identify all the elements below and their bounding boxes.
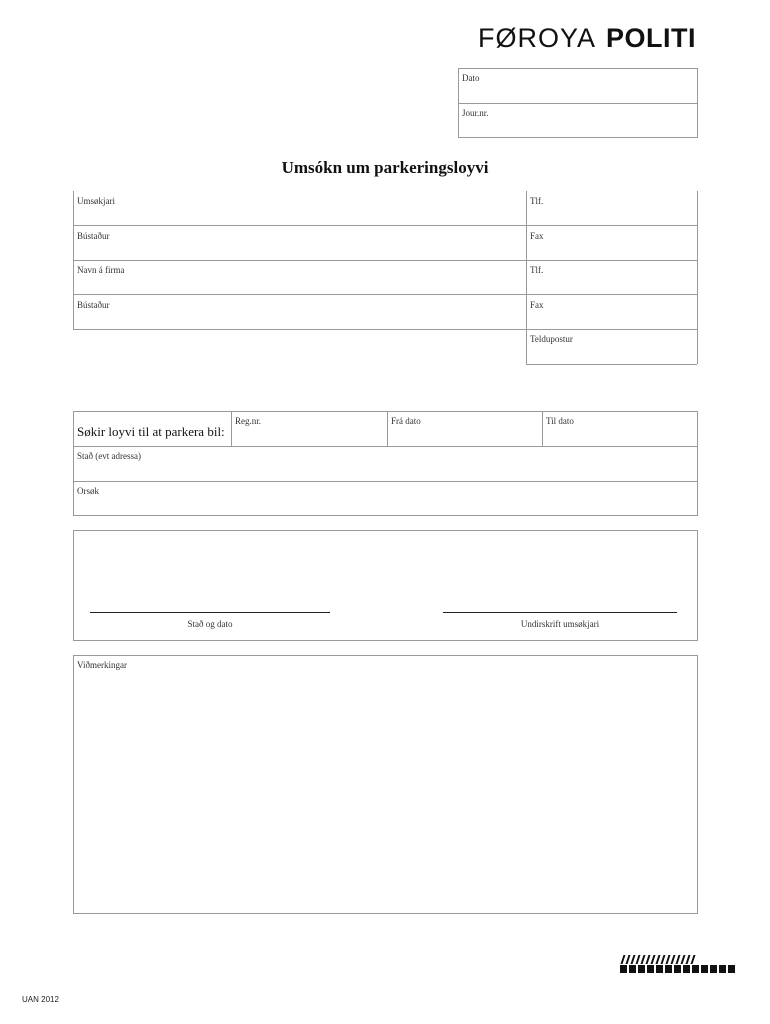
divider: [73, 329, 697, 330]
divider: [73, 260, 697, 261]
stripe-top-row: [622, 955, 694, 964]
stripe-bottom-row: [620, 965, 735, 973]
applicant-phone-field[interactable]: Tlf.: [530, 196, 544, 206]
logo-text-foroya: FØROYA: [478, 22, 597, 53]
company-address-field[interactable]: Bústaður: [77, 300, 110, 310]
reason-field[interactable]: Orsøk: [77, 486, 99, 496]
page-title: Umsókn um parkeringsloyvi: [281, 158, 489, 177]
foroya-politi-logo: [478, 24, 696, 52]
divider: [542, 411, 543, 446]
journr-field[interactable]: Jour.nr.: [462, 108, 489, 118]
remarks-label: Viðmerkingar: [77, 660, 127, 670]
divider: [526, 191, 527, 364]
divider: [231, 411, 232, 446]
remarks-box[interactable]: [73, 655, 698, 914]
parking-request-label: Søkir loyvi til at parkera bil:: [77, 424, 225, 439]
divider: [697, 191, 698, 364]
company-phone-field[interactable]: Tlf.: [530, 265, 544, 275]
email-field[interactable]: Teldupostur: [530, 334, 573, 344]
company-fax-field[interactable]: Fax: [530, 300, 544, 310]
location-field[interactable]: Stað (evt adressa): [77, 451, 141, 461]
divider: [387, 411, 388, 446]
divider: [73, 225, 697, 226]
form-code: UAN 2012: [22, 995, 59, 1004]
place-date-signature-line[interactable]: [90, 612, 330, 613]
applicant-signature-line[interactable]: [443, 612, 677, 613]
logo-text-politi: POLITI: [606, 22, 697, 53]
dato-field[interactable]: Dato: [462, 73, 480, 83]
reg-number-field[interactable]: Reg.nr.: [235, 416, 261, 426]
applicant-name-field[interactable]: Umsøkjari: [77, 196, 115, 206]
divider: [73, 446, 698, 447]
divider: [73, 481, 698, 482]
applicant-fax-field[interactable]: Fax: [530, 231, 544, 241]
divider: [73, 294, 697, 295]
applicant-address-field[interactable]: Bústaður: [77, 231, 110, 241]
applicant-signature-caption: Undirskrift umsøkjari: [520, 619, 600, 629]
to-date-field[interactable]: Til dato: [546, 416, 574, 426]
from-date-field[interactable]: Frá dato: [391, 416, 421, 426]
place-date-caption: Stað og dato: [187, 619, 233, 629]
divider: [526, 364, 697, 365]
company-name-field[interactable]: Navn á firma: [77, 265, 125, 275]
divider: [458, 103, 698, 104]
